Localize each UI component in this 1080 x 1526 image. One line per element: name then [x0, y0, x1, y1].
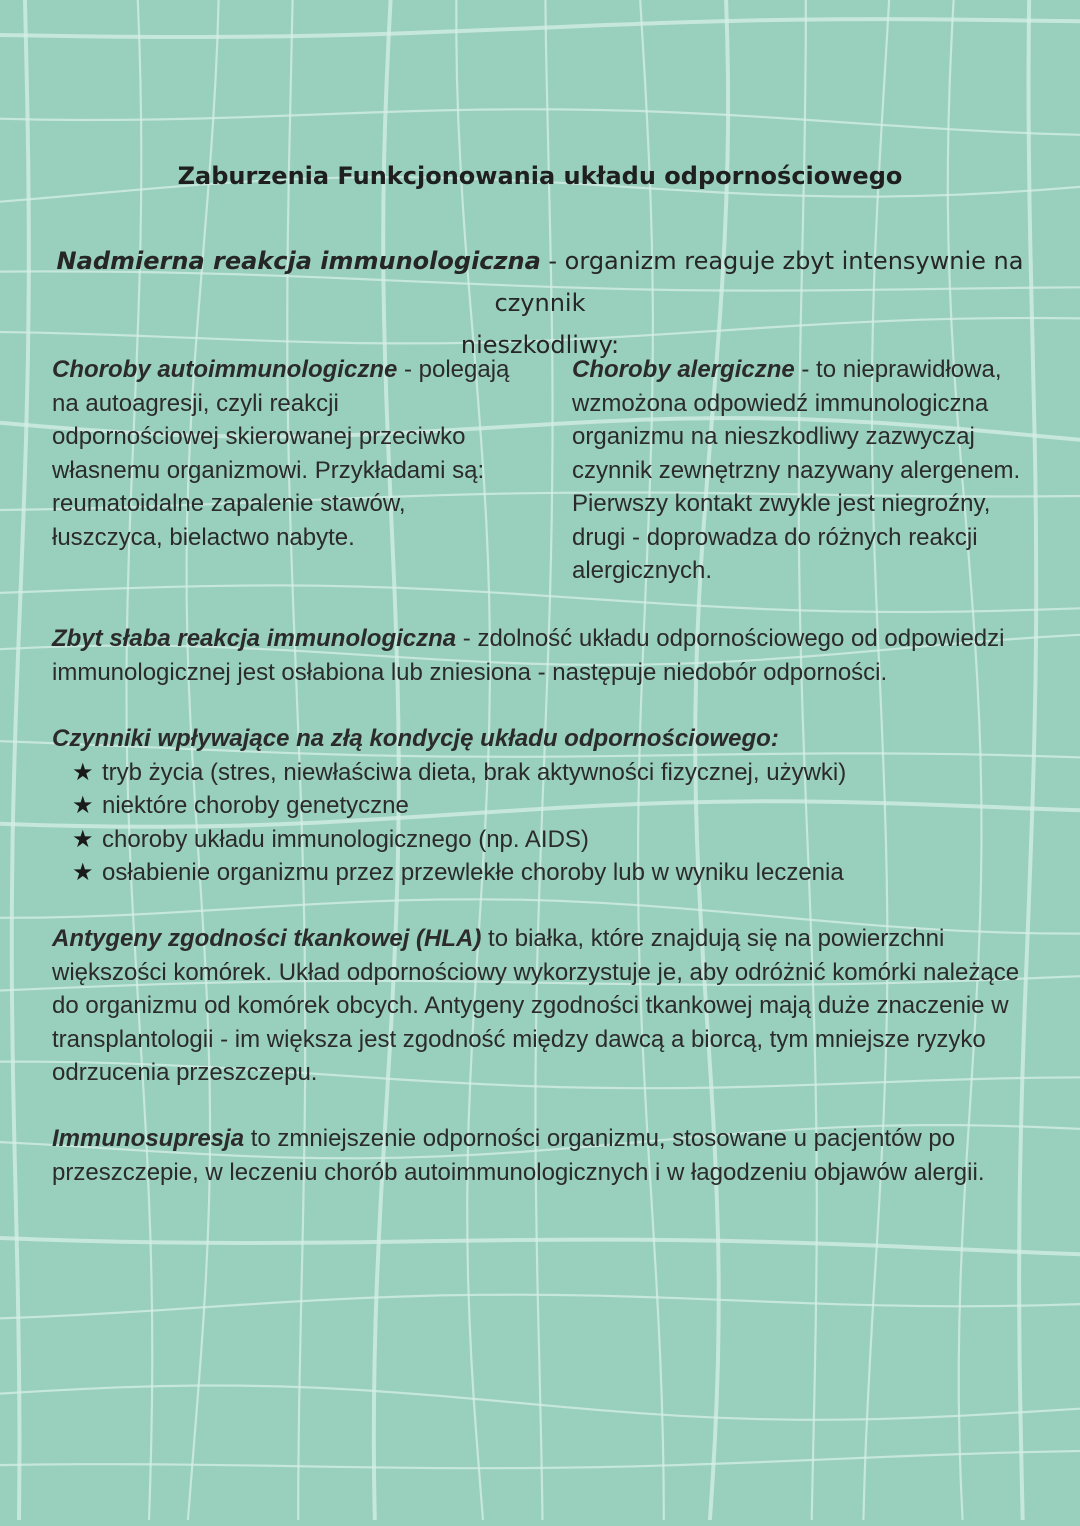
- factor-text: choroby układu immunologicznego (np. AIDS): [102, 825, 589, 853]
- factors-section: [52, 722, 1042, 890]
- intro-text-line1: - organizm reaguje zbyt intensywnie na czynnik: [494, 247, 1024, 317]
- immunosuppression-section: [52, 1122, 1042, 1189]
- weak-reaction-section: [52, 622, 1042, 689]
- list-item: [72, 856, 1042, 890]
- autoimmune-section: [52, 353, 512, 554]
- list-item: [72, 789, 1042, 823]
- factor-text: osłabienie organizmu przez przewlekłe choroby lub w wyniku leczenia: [102, 859, 844, 886]
- autoimmune-term: Choroby autoimmunologiczne: [52, 356, 398, 383]
- intro-paragraph: [40, 240, 1040, 366]
- star-icon: ★: [72, 858, 94, 886]
- allergic-section: [572, 353, 1042, 588]
- intro-term: Nadmierna reakcja immunologiczna: [56, 247, 541, 275]
- immunosuppression-term: Immunosupresja: [52, 1125, 245, 1152]
- hla-text: to białka, które znajdują się na powierzchni większości komórek. Układ odpornościowy wykorzystuje je, aby odróżnić komórki należące do organizmu od komórek obcych. Antygeny zgodności tkankowej mają duże znaczenie w transplantologii - im większa jest zgodność między dawcą a biorcą, tym mniejsze ryzyko odrzucenia przeszczepu.: [52, 925, 1020, 1086]
- factors-heading: Czynniki wpływające na złą kondycję układu odpornościowego:: [52, 725, 779, 752]
- factor-text: tryb życia (stres, niewłaściwa dieta, brak aktywności fizycznej, używki): [102, 758, 847, 786]
- autoimmune-text: - polegają na autoagresji, czyli reakcji odpornościowej skierowanej przeciwko własnemu organizmowi. Przykładami są: reumatoidalne zapalenie stawów, łuszczyca, bielactwo nabyte.: [52, 356, 510, 551]
- allergic-text: - to nieprawidłowa, wzmożona odpowiedź immunologiczna organizmu na nieszkodliwy zazwyczaj czynnik zewnętrzny nazywany alergenem. Pierwszy kontakt zwykle jest niegroźny, drugi - doprowadza do różnych reakcji alergicznych.: [572, 356, 1021, 584]
- immunosuppression-text: to zmniejszenie odporności organizmu, stosowane u pacjentów po przeszczepie, w leczeniu chorób autoimmunologicznych i w łagodzeniu objawów alergii.: [52, 1125, 985, 1186]
- weak-reaction-term: Zbyt słaba reakcja immunologiczna: [52, 625, 457, 652]
- hla-term: Antygeny zgodności tkankowej (HLA): [52, 925, 482, 952]
- allergic-term: Choroby alergiczne: [572, 356, 795, 383]
- star-icon: ★: [72, 757, 94, 786]
- hla-section: [52, 922, 1042, 1090]
- weak-reaction-text: - zdolność układu odpornościowego od odpowiedzi immunologicznej jest osłabiona lub zniesiona - następuje niedobór odporności.: [52, 625, 1005, 686]
- intro-text-line2: nieszkodliwy:: [460, 331, 620, 359]
- list-item: [72, 756, 1042, 790]
- list-item: [72, 823, 1042, 857]
- page-title: Zaburzenia Funkcjonowania układu odpornościowego: [177, 162, 903, 190]
- factors-list: [52, 756, 1042, 890]
- factor-text: niektóre choroby genetyczne: [102, 792, 409, 819]
- star-icon: ★: [72, 824, 94, 853]
- star-icon: ★: [72, 791, 94, 819]
